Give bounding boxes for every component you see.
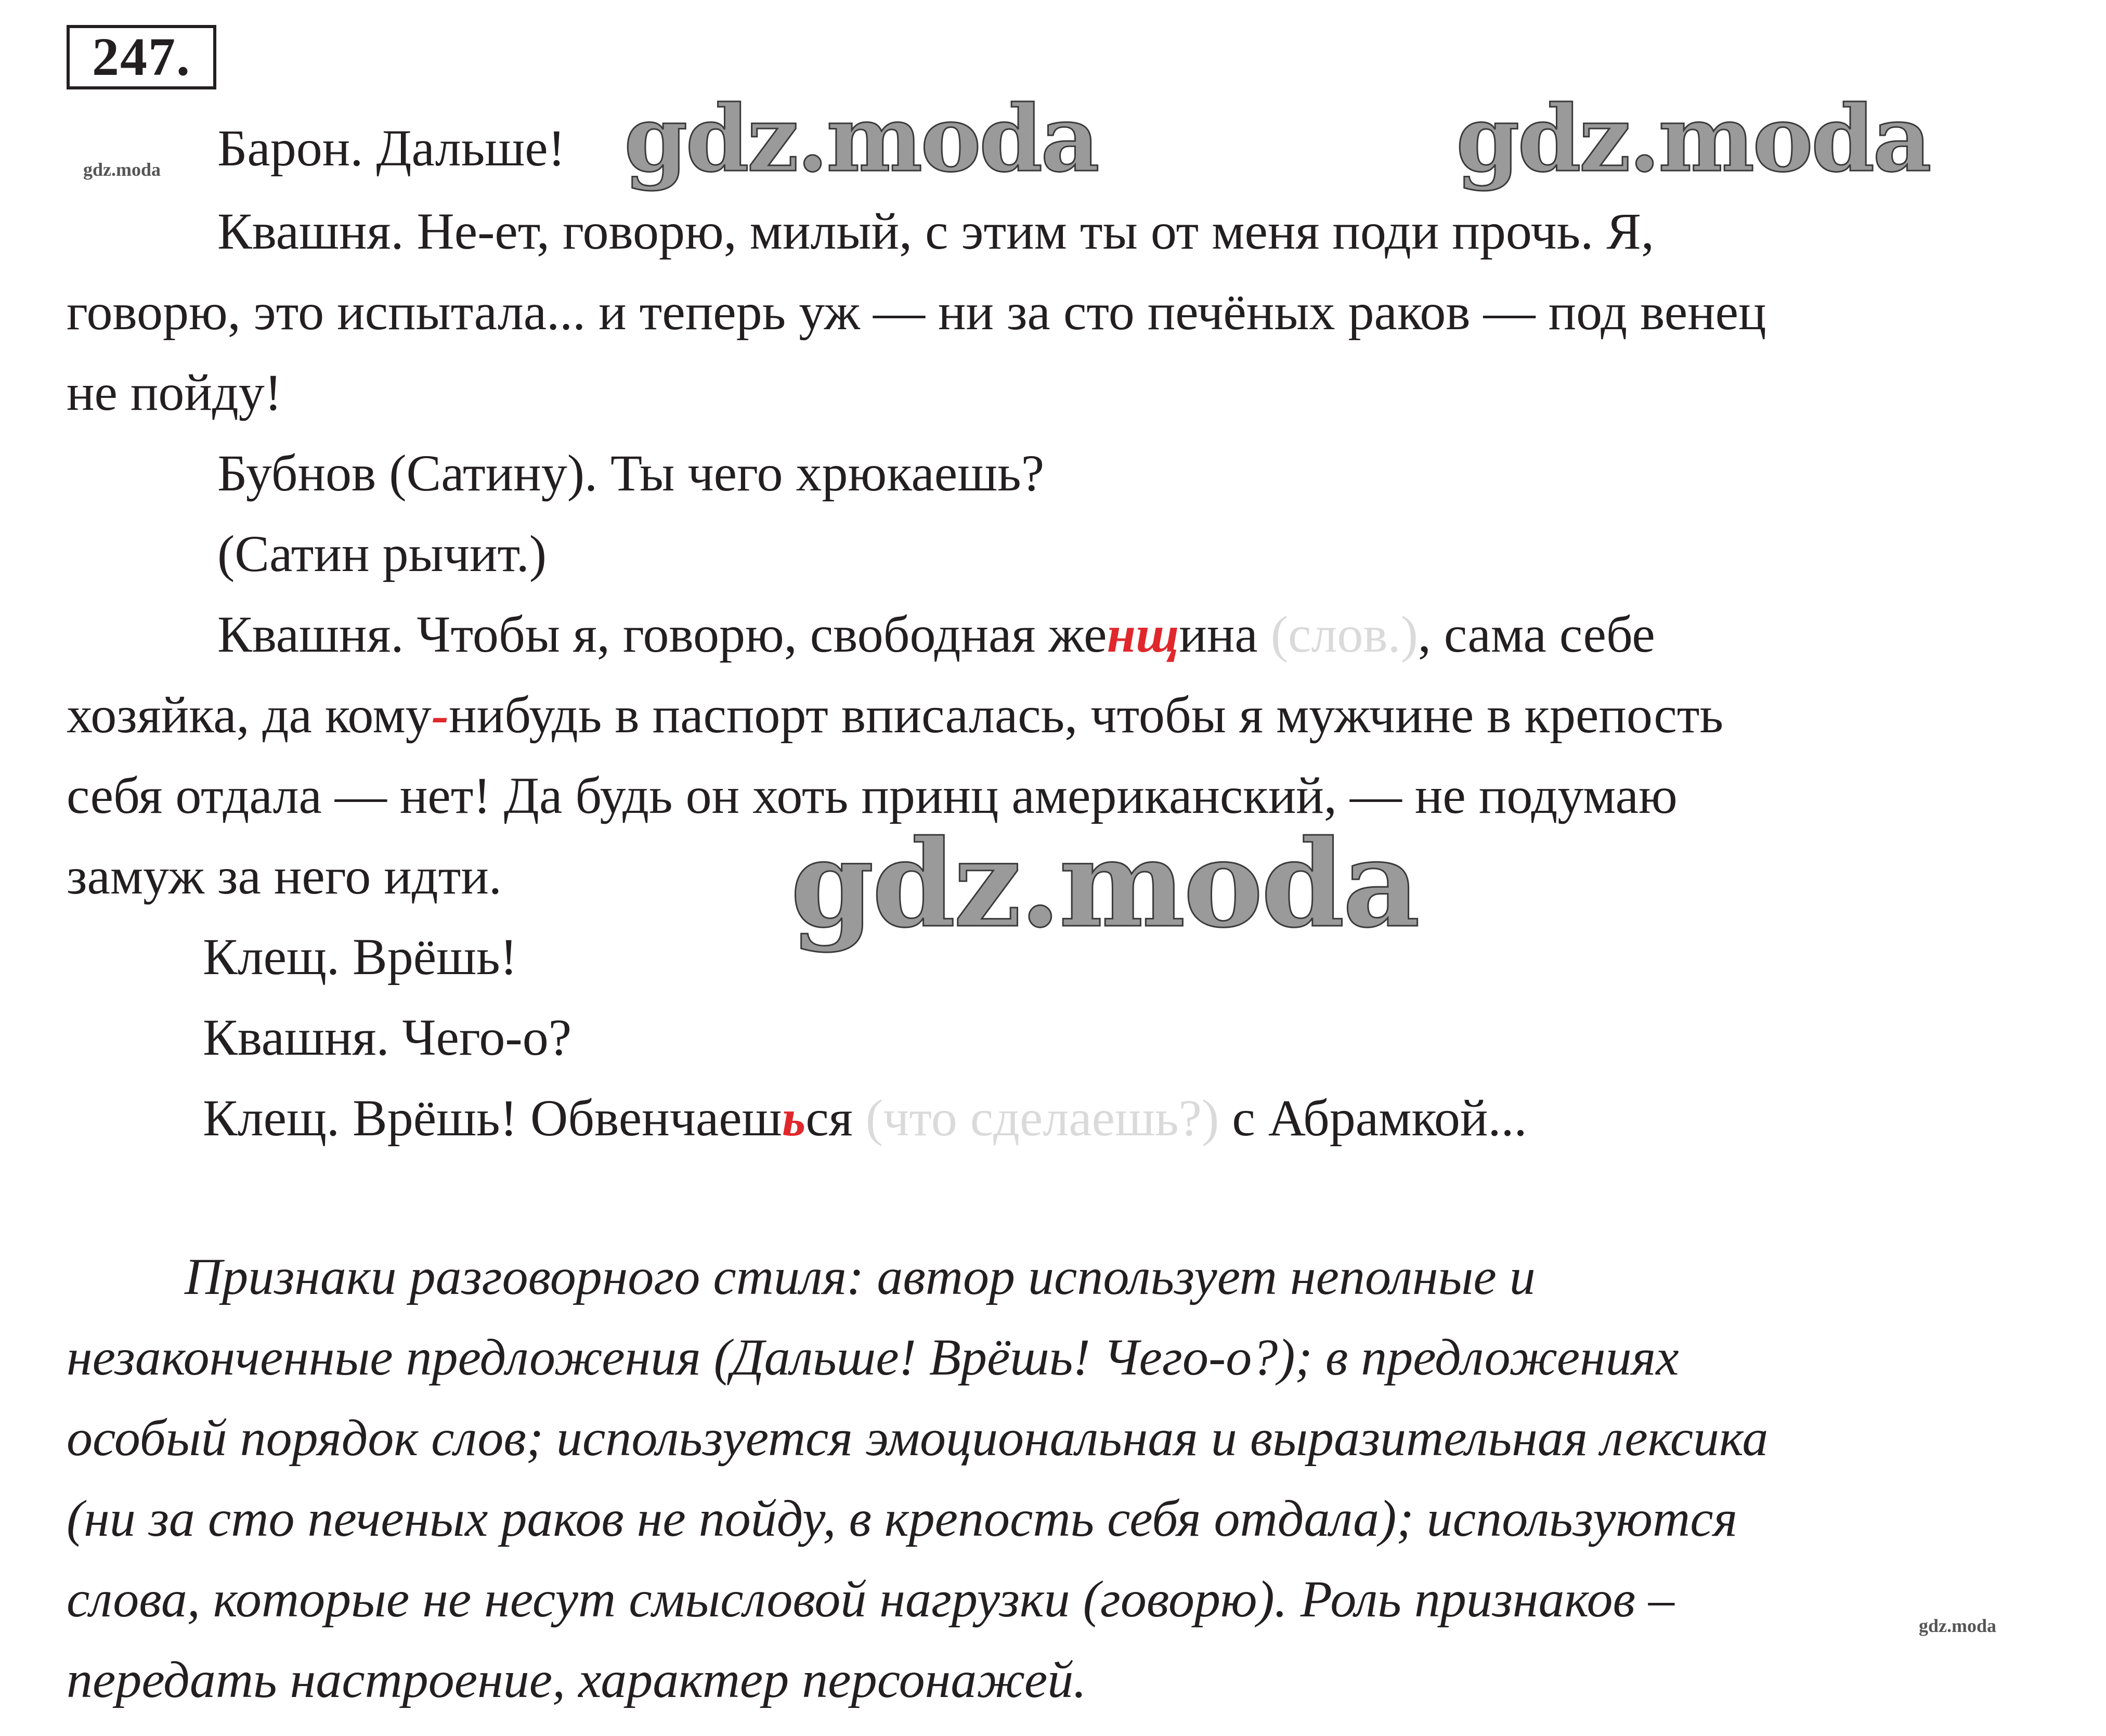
watermark-big-2: gdz.moda <box>1456 86 1930 192</box>
dialogue-line-kleshch-2 <box>203 1090 1527 1147</box>
text-segment: Клещ. Врёшь! Обвенчаеш <box>203 1089 782 1147</box>
highlighted-hyphen: - <box>431 686 449 744</box>
watermark-big-1: gdz.moda <box>624 86 1098 192</box>
dialogue-line-kvashnya-6: себя отдала — нет! Да будь он хоть принц американский, — не подумаю <box>67 767 1678 824</box>
analysis-line-1: Признаки разговорного стиля: автор использует неполные и <box>185 1248 1536 1305</box>
analysis-line-5: слова, которые не несут смысловой нагрузки (говорю). Роль признаков – <box>67 1570 1674 1628</box>
watermark-small-top: gdz.moda <box>83 159 161 180</box>
highlighted-letters: нщ <box>1107 605 1179 663</box>
text-segment: ся <box>805 1089 853 1147</box>
analysis-line-6: передать настроение, характер персонажей. <box>67 1651 1087 1708</box>
dialogue-line-kleshch-1: Клещ. Врёшь! <box>203 928 517 986</box>
text-segment: ина <box>1179 605 1258 663</box>
grammar-hint: (слов.) <box>1270 605 1418 663</box>
watermark-big-3: gdz.moda <box>790 814 1418 954</box>
dialogue-line-kvashnya-4 <box>217 606 1655 663</box>
grammar-hint: (что сделаешь?) <box>865 1089 1219 1147</box>
analysis-line-3: особый порядок слов; используется эмоциональная и выразительная лексика <box>67 1409 1769 1467</box>
stage-direction-satin: (Сатин рычит.) <box>217 525 547 582</box>
watermark-small-bottom: gdz.moda <box>1919 1615 1997 1636</box>
dialogue-line-kvashnya-7: замуж за него идти. <box>67 847 502 905</box>
dialogue-line-kvashnya-3: не пойду! <box>67 364 282 421</box>
dialogue-line-kvashnya-8: Квашня. Чего-о? <box>203 1008 572 1066</box>
dialogue-line-kvashnya-5 <box>67 686 1723 744</box>
analysis-line-4: (ни за сто печеных раков не пойду, в крепость себя отдала); используются <box>67 1489 1738 1547</box>
text-segment: , сама себе <box>1418 605 1655 663</box>
dialogue-line-kvashnya-1: Квашня. Не-ет, говорю, милый, с этим ты от меня поди прочь. Я, <box>217 202 1654 260</box>
text-segment: с Абрамкой... <box>1232 1089 1527 1147</box>
exercise-number: 247. <box>67 25 216 89</box>
text-segment: хозяйка, да кому <box>67 686 432 744</box>
dialogue-line-kvashnya-2: говорю, это испытала... и теперь уж — ни за сто печёных раков — под венец <box>67 283 1766 341</box>
dialogue-line-baron: Барон. Дальше! <box>217 119 565 177</box>
text-segment: Квашня. Чтобы я, говорю, свободная же <box>217 605 1107 663</box>
highlighted-soft-sign: ь <box>782 1089 806 1147</box>
analysis-line-2: незаконченные предложения (Дальше! Врёшь! Чего-о?); в предложениях <box>67 1328 1679 1386</box>
text-segment: нибудь в паспорт вписалась, чтобы я мужчине в крепость <box>449 686 1724 744</box>
dialogue-line-bubnov: Бубнов (Сатину). Ты чего хрюкаешь? <box>217 444 1045 502</box>
